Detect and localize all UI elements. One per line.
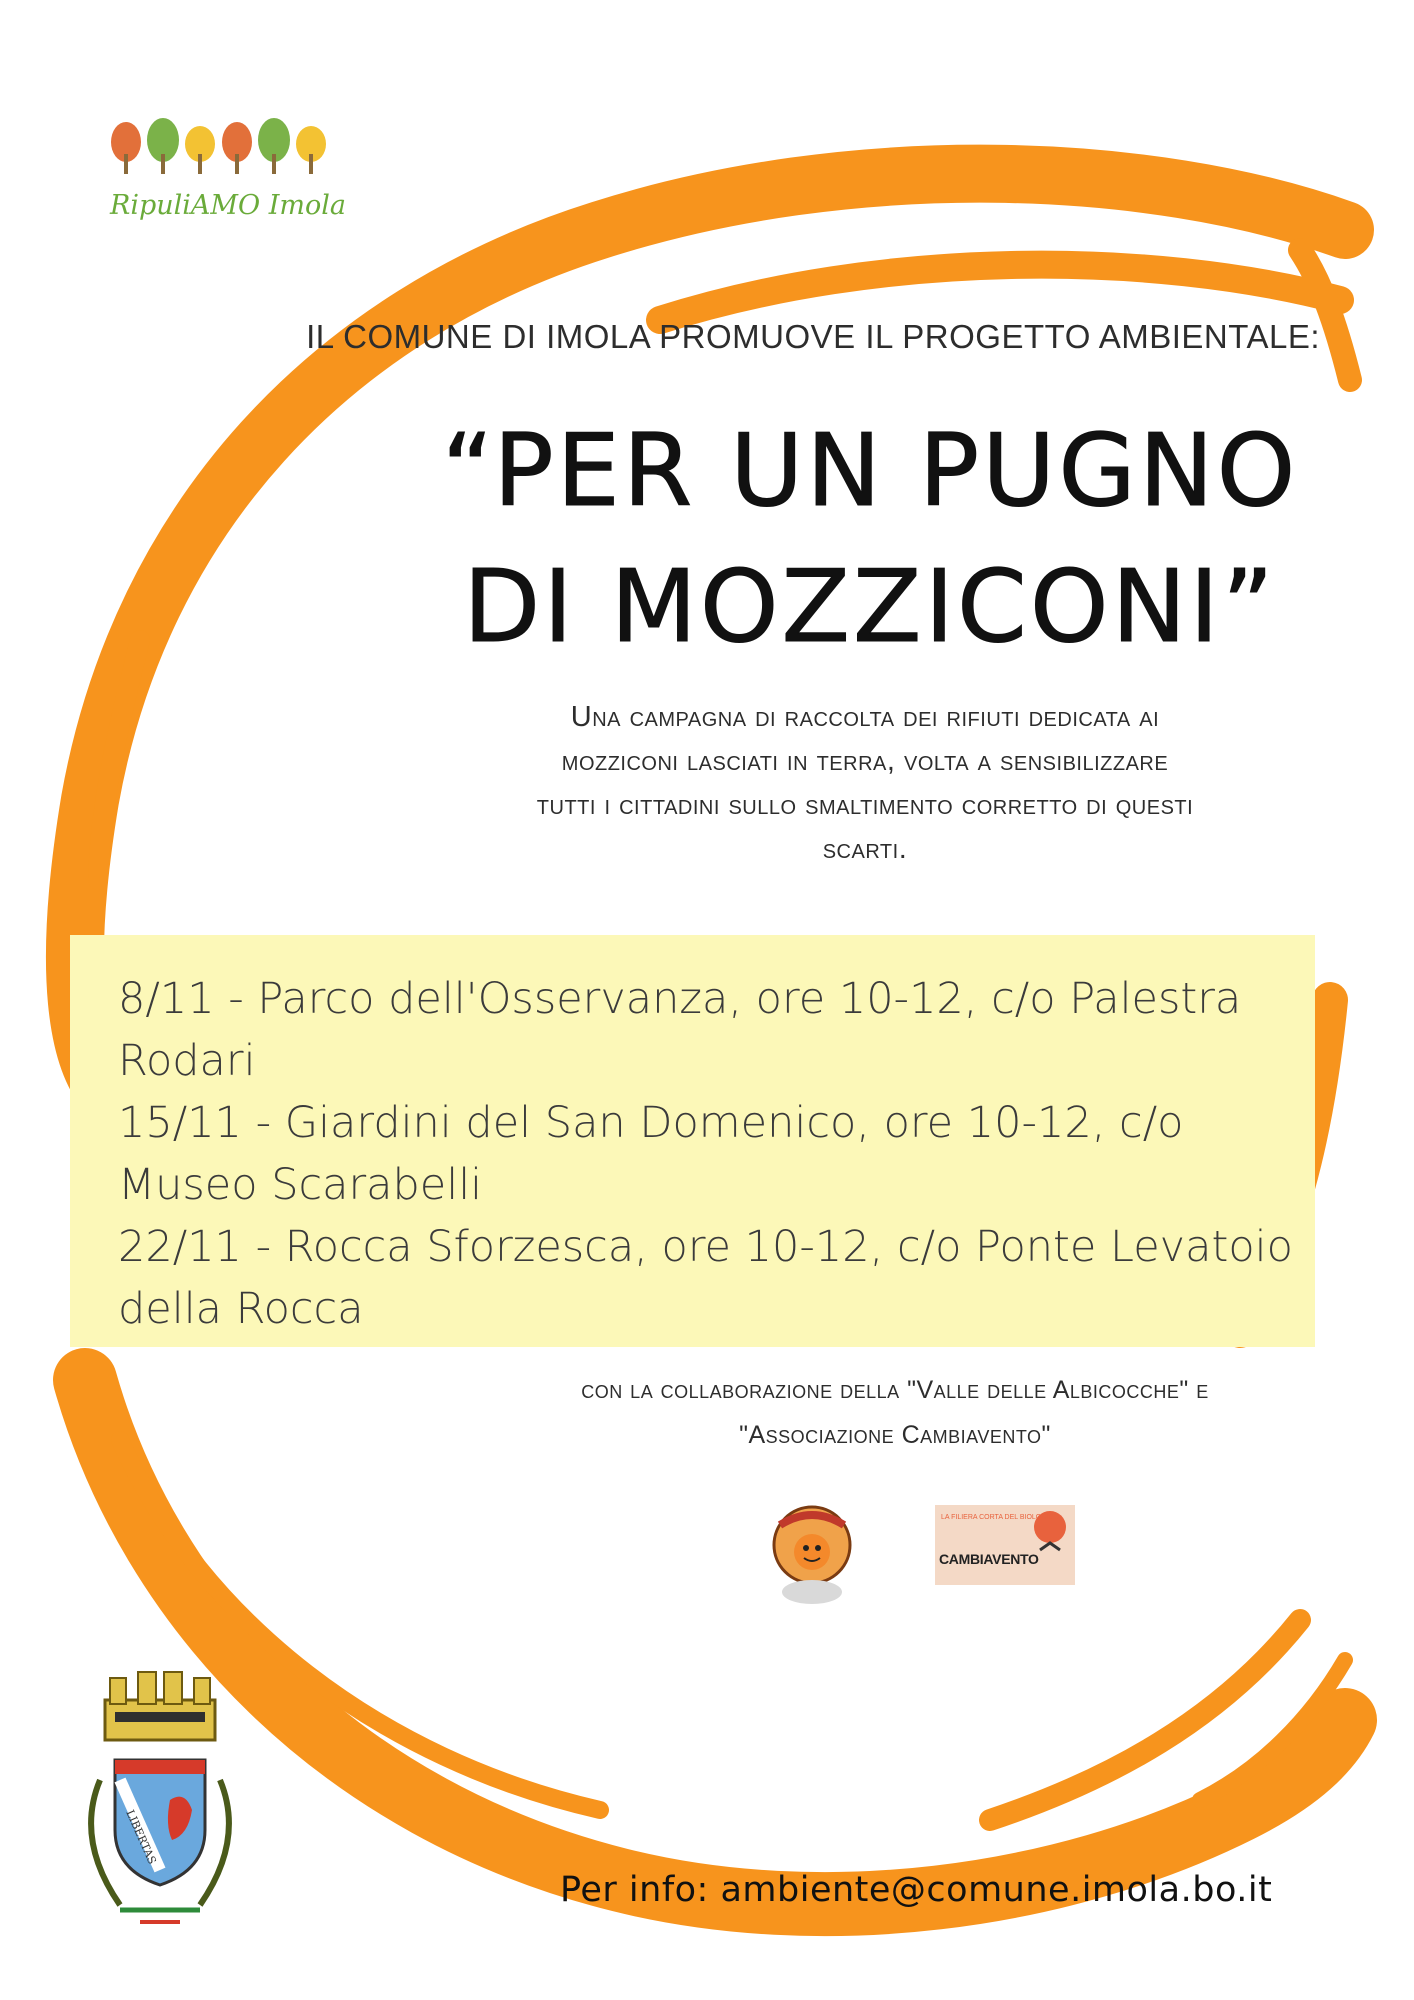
- ripuliamo-logo: [108, 118, 348, 228]
- crest-motto: LIBERTAS: [123, 1807, 159, 1867]
- description-line: tutti i cittadini sullo smaltimento corretto di questi: [536, 789, 1194, 821]
- imola-crest-icon: [60, 1660, 260, 1950]
- intro-text: IL COMUNE DI IMOLA PROMUOVE IL PROGETTO AMBIENTALE:: [306, 318, 1320, 355]
- title-line-1: “PER UN PUGNO: [441, 412, 1299, 529]
- description-line: Una campagna di raccolta dei rifiuti dedicata ai: [570, 701, 1160, 733]
- event-item: 8/11 - Parco dell'Osservanza, ore 10-12, c/o Palestra Rodari: [118, 974, 1242, 1086]
- cambiavento-badge-icon: [935, 1505, 1075, 1585]
- title-line-2: DI MOZZICONI”: [463, 548, 1277, 665]
- collaboration-line: con la collaborazione della "Valle delle Albicocche" e: [581, 1376, 1209, 1404]
- cambiavento-logo: [935, 1505, 1075, 1585]
- cambiavento-tagline: LA FILIERA CORTA DEL BIOLOGICO: [941, 1514, 1060, 1521]
- collaboration-line: "Associazione Cambiavento": [739, 1421, 1051, 1449]
- cambiavento-label: CAMBIAVENTO: [939, 1551, 1039, 1567]
- campaign-description: [440, 695, 1290, 871]
- event-list: [118, 968, 1318, 1340]
- event-item: 22/11 - Rocca Sforzesca, ore 10-12, c/o Ponte Levatoio della Rocca: [118, 1222, 1293, 1334]
- contact-info: Per info: ambiente@comune.imola.bo.it: [560, 1870, 1273, 1910]
- description-line: scarti.: [822, 833, 908, 865]
- event-item: 15/11 - Giardini del San Domenico, ore 10-12, c/o Museo Scarabelli: [118, 1098, 1184, 1210]
- description-line: mozziconi lasciati in terra, volta a sensibilizzare: [561, 745, 1169, 777]
- collaboration-text: [470, 1368, 1320, 1458]
- logo-text: RipuliAMO Imola: [109, 190, 347, 221]
- trees-icon: [108, 118, 348, 178]
- apricot-mascot-icon: [770, 1500, 855, 1610]
